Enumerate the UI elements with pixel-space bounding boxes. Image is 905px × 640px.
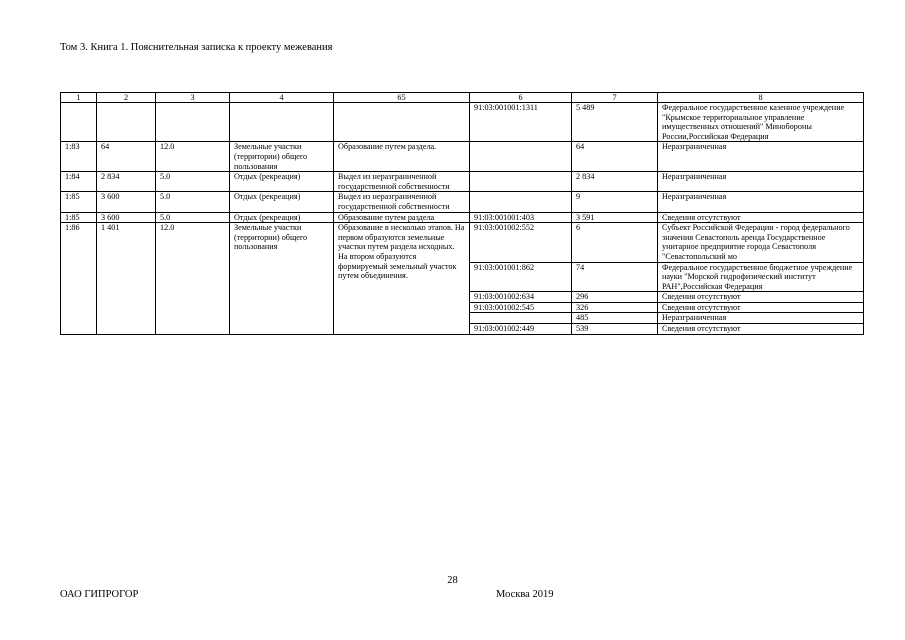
cell-owner: Сведения отсутствуют xyxy=(658,302,864,313)
column-header: 4 xyxy=(230,93,334,103)
column-header: 2 xyxy=(97,93,156,103)
cell-part-area: 326 xyxy=(572,302,658,313)
column-header: 8 xyxy=(658,93,864,103)
cell-area: 64 xyxy=(97,142,156,172)
column-header: 3 xyxy=(156,93,230,103)
table-header-row xyxy=(61,93,864,103)
cell-part-area: 485 xyxy=(572,313,658,324)
column-header: 1 xyxy=(61,93,97,103)
cell-cadastral: 91:03:001001:1311 xyxy=(470,103,572,142)
cell-method: Выдел из неразграниченной государственной собственности xyxy=(334,172,470,192)
cell-part-area: 3 591 xyxy=(572,212,658,223)
table-row xyxy=(61,103,864,142)
cell-part-area: 539 xyxy=(572,324,658,335)
cell-use: Отдых (рекреация) xyxy=(230,172,334,192)
table-row xyxy=(61,192,864,212)
page-header-title: Том 3. Книга 1. Пояснительная записка к проекту межевания xyxy=(60,42,333,53)
table-row xyxy=(61,142,864,172)
cell-part-area: 9 xyxy=(572,192,658,212)
cell-number xyxy=(61,103,97,142)
cell-part-area: 64 xyxy=(572,142,658,172)
footer-organization: ОАО ГИПРОГОР xyxy=(60,589,139,600)
cell-method xyxy=(334,103,470,142)
cell-part-area: 5 489 xyxy=(572,103,658,142)
cell-number: 1:84 xyxy=(61,172,97,192)
column-header: 6 xyxy=(470,93,572,103)
cell-owner: Федеральное государственное казенное учреждение "Крымское территориальное управление имущественных отношений" Минобороны России,Российская Федерация xyxy=(658,103,864,142)
cell-code xyxy=(156,103,230,142)
cell-owner: Сведения отсутствуют xyxy=(658,212,864,223)
cell-area: 2 834 xyxy=(97,172,156,192)
cell-number: 1:86 xyxy=(61,223,97,335)
cell-number: 1:83 xyxy=(61,142,97,172)
cell-cadastral: 91:03:001002:634 xyxy=(470,292,572,303)
cell-area: 3 600 xyxy=(97,212,156,223)
cell-number: 1:85 xyxy=(61,212,97,223)
cell-owner: Неразграниченная xyxy=(658,142,864,172)
cell-cadastral: 91:03:001001:403 xyxy=(470,212,572,223)
cell-area: 3 600 xyxy=(97,192,156,212)
cell-method: Образование путем раздела xyxy=(334,212,470,223)
cell-owner: Сведения отсутствуют xyxy=(658,292,864,303)
page-number: 28 xyxy=(447,575,458,586)
cell-part-area: 2 834 xyxy=(572,172,658,192)
cell-number: 1:85 xyxy=(61,192,97,212)
cell-owner: Неразграниченная xyxy=(658,313,864,324)
cell-method: Выдел из неразграниченной государственной собственности xyxy=(334,192,470,212)
cell-method: Образование в несколько этапов. На первом образуются земельные участки путем раздела исходных. На втором образуются формируемый земельный участок путем объединения. xyxy=(334,223,470,335)
cell-code: 12.0 xyxy=(156,142,230,172)
cell-code: 5.0 xyxy=(156,172,230,192)
cell-code: 12.0 xyxy=(156,223,230,335)
table-row xyxy=(61,172,864,192)
land-plot-table xyxy=(60,92,864,335)
column-header: 7 xyxy=(572,93,658,103)
cell-cadastral: 91:03:001002:552 xyxy=(470,223,572,262)
table-row xyxy=(61,223,864,262)
cell-cadastral: 91:03:001002:545 xyxy=(470,302,572,313)
cell-part-area: 296 xyxy=(572,292,658,303)
table-row xyxy=(61,212,864,223)
cell-owner: Неразграниченная xyxy=(658,172,864,192)
column-header: 65 xyxy=(334,93,470,103)
cell-use xyxy=(230,103,334,142)
cell-part-area: 74 xyxy=(572,262,658,292)
cell-part-area: 6 xyxy=(572,223,658,262)
cell-owner: Федеральное государственное бюджетное учреждение науки "Морской гидрофизический институт РАН",Российская Федерация xyxy=(658,262,864,292)
footer-city-year: Москва 2019 xyxy=(496,589,554,600)
cell-owner: Субъект Российской Федерации - город федерального значения Севастополь аренда Государственное унитарное предприятие города Севастополя "Севастопольский мо xyxy=(658,223,864,262)
cell-use: Земельные участки (территории) общего пользования xyxy=(230,142,334,172)
cell-use: Отдых (рекреация) xyxy=(230,192,334,212)
cell-cadastral xyxy=(470,172,572,192)
cell-cadastral xyxy=(470,313,572,324)
cell-cadastral: 91:03:001001:862 xyxy=(470,262,572,292)
cell-use: Отдых (рекреация) xyxy=(230,212,334,223)
cell-method: Образование путем раздела. xyxy=(334,142,470,172)
cell-owner: Сведения отсутствуют xyxy=(658,324,864,335)
cell-cadastral xyxy=(470,192,572,212)
cell-use: Земельные участки (территории) общего пользования xyxy=(230,223,334,335)
cell-cadastral xyxy=(470,142,572,172)
cell-owner: Неразграниченная xyxy=(658,192,864,212)
cell-area xyxy=(97,103,156,142)
cell-code: 5.0 xyxy=(156,192,230,212)
cell-cadastral: 91:03:001002:449 xyxy=(470,324,572,335)
cell-area: 1 401 xyxy=(97,223,156,335)
cell-code: 5.0 xyxy=(156,212,230,223)
